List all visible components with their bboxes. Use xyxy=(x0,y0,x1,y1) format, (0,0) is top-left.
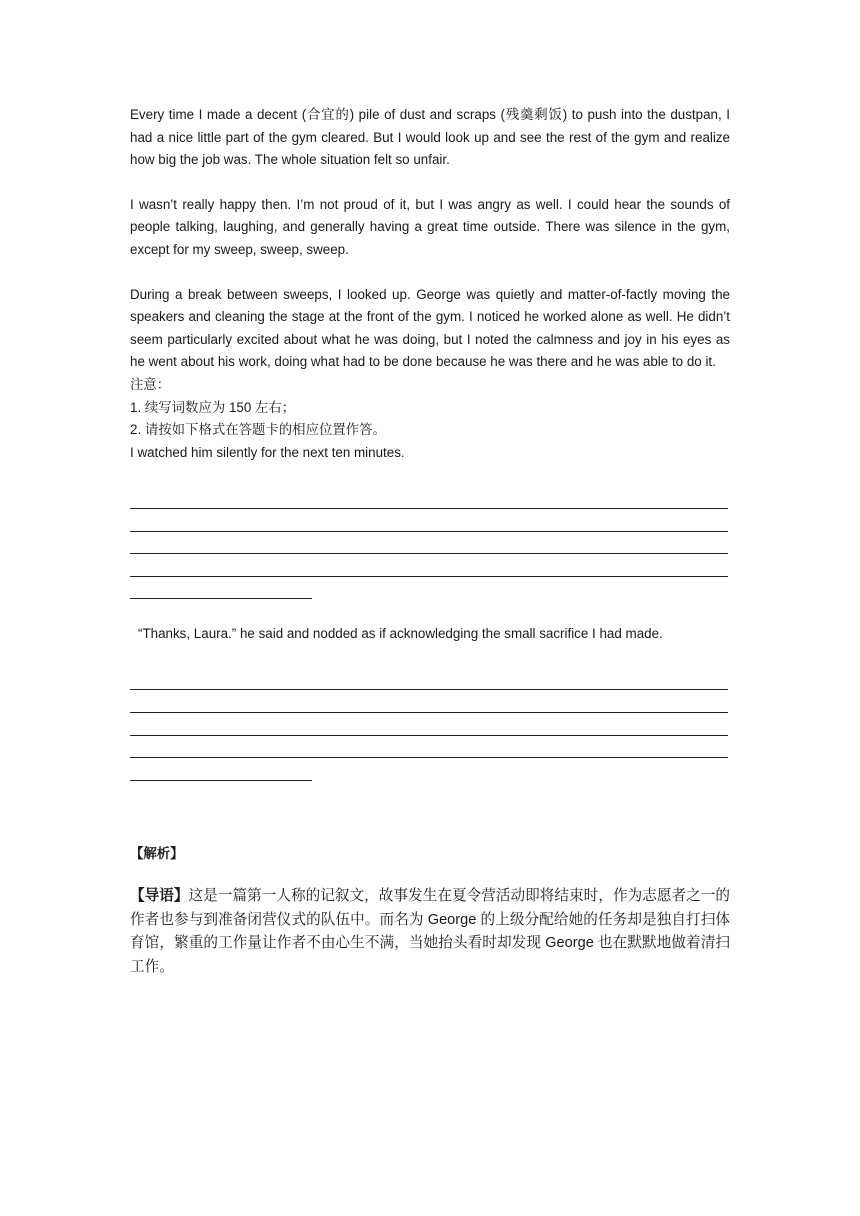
paragraph-1: Every time I made a decent (合宜的) pile of dust and scraps (残羹剩饭) to push into the dustpan, I had a nice little part of the gym cleared. But I would look up and see the rest of the gym and realize how big the job was. The whole situation felt so unfair. xyxy=(130,107,730,168)
analysis-intro xyxy=(130,885,730,979)
note-item-2: 2. 请按如下格式在答题卡的相应位置作答。 xyxy=(130,422,386,438)
answer-line-short[interactable] xyxy=(130,577,312,600)
analysis-title: 【解析】 xyxy=(130,845,184,861)
paragraph-3: During a break between sweeps, I looked up. George was quietly and matter-of-factly moving the speakers and cleaning the stage at the front of the gym. I noticed he worked alone as well. He didn’t seem particularly excited about what he was doing, but I noted the calmness and joy in his eyes as he went about his work, doing what had to be done because he was there and he was able to do it. xyxy=(130,286,730,370)
continuation-prompt-1: I watched him silently for the next ten minutes. xyxy=(130,444,405,460)
answer-line[interactable] xyxy=(130,554,728,577)
answer-lines-2 xyxy=(130,668,730,781)
answer-line[interactable] xyxy=(130,713,728,736)
notes-heading: 注意： xyxy=(130,376,171,392)
paragraph-2: I wasn’t really happy then. I’m not proud of it, but I was angry as well. I could hear the sounds of people talking, laughing, and generally having a great time outside. There was silence in the gym, except for my sweep, sweep, sweep. xyxy=(130,196,730,257)
answer-line-short[interactable] xyxy=(130,758,312,781)
intro-tag: 【导语】 xyxy=(130,888,189,905)
continuation-prompt-2: “Thanks, Laura.” he said and nodded as if acknowledging the small sacrifice I had made. xyxy=(138,626,663,642)
answer-line[interactable] xyxy=(130,509,728,532)
note-item-1: 1. 续写词数应为 150 左右； xyxy=(130,399,296,415)
answer-lines-1 xyxy=(130,486,730,599)
answer-line[interactable] xyxy=(130,532,728,555)
intro-text: 这是一篇第一人称的记叙文，故事发生在夏令营活动即将结束时，作为志愿者之一的作者也参与到准备闭营仪式的队伍中。而名为 George 的上级分配给她的任务却是独自打扫体育馆，繁重的工作量让作者不由心生不满，当她抬头看时却发现 George 也在默默地做着清扫工作。 xyxy=(130,888,730,975)
document-page xyxy=(130,104,730,994)
answer-line[interactable] xyxy=(130,486,728,509)
answer-line[interactable] xyxy=(130,690,728,713)
answer-line[interactable] xyxy=(130,736,728,759)
answer-line[interactable] xyxy=(130,668,728,691)
